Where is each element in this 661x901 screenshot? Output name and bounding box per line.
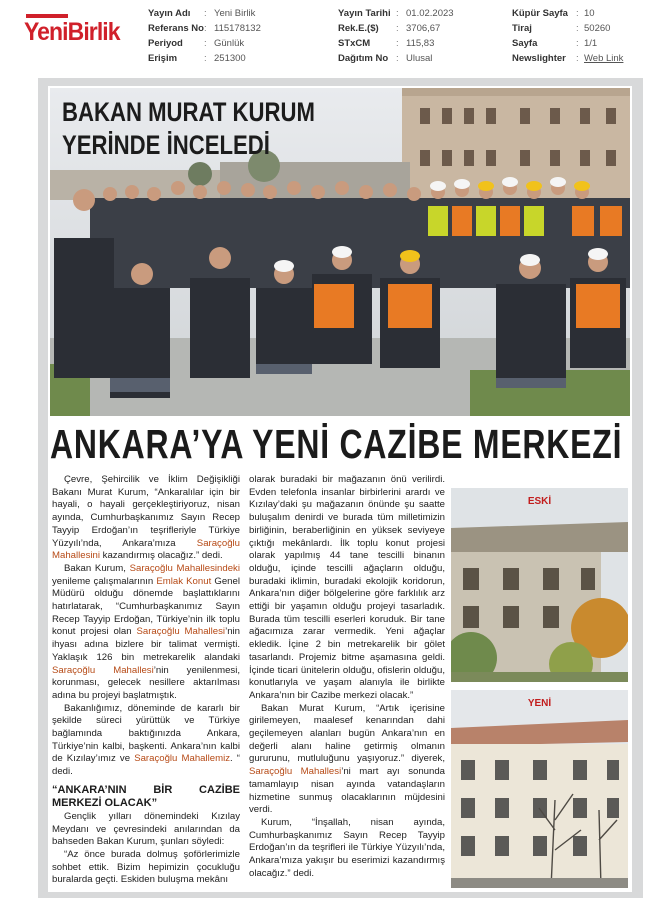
meta-value: 10 — [584, 8, 595, 19]
meta-fields-right — [512, 6, 623, 66]
image-label-old: ESKİ — [527, 496, 552, 507]
meta-colon: : — [204, 53, 207, 64]
highlight-text: Saraçoğlu Mahallesindeki — [129, 562, 240, 574]
meta-value: Ulusal — [406, 53, 433, 64]
meta-label: Referans No — [148, 23, 204, 34]
meta-value: Günlük — [214, 38, 245, 49]
meta-row — [148, 51, 261, 66]
clipping-header — [0, 0, 661, 72]
meta-label: Dağıtım No — [338, 53, 389, 64]
article-column-2 — [249, 474, 445, 881]
meta-colon: : — [204, 8, 207, 19]
meta-row — [338, 51, 454, 66]
photo-title-line: BAKAN MURAT KURUM — [62, 97, 315, 127]
meta-row — [512, 6, 623, 21]
meta-label: Erişim — [148, 53, 178, 64]
article-column-1 — [52, 474, 240, 887]
text-run: yenileme çalışmalarının — [52, 575, 157, 587]
meta-row — [338, 36, 454, 51]
paragraph — [52, 563, 240, 703]
meta-label: Küpür Sayfa — [512, 8, 568, 19]
paragraph: olarak buradaki bir mağazanın önü verilirdi. Evden telefonla insanlar birbirlerini arardı ve Kızılay’daki şu mağazanın önünde şu saatte buluşalım denirdi ve burada tüm milletimizin birliğinin, beraberliğinin en yüksek seviyeye çıktığı mekânlardı. İlk toplu konut projesi olarak yapılmış 44 tane tescilli binanın olduğu, içinde tescilli ağaçların olduğu, buradaki iklimin, buradaki ekolojik koridorun, Ankara’nın diğer bölgelerine göre farklılık arz ettiği bir yaşamın olduğu projeyi tasarladık. Burada tüm tescilli eserleri koruduk. Bir tane ağacımıza zarar vermedik. Yeni ağaçlar ekledik. İçine 2 bin metrekarelik bir gölet tasarlandı. Projemiz bitme aşamasına geldi. İçinde ticari ünitelerin olduğu, ofislerin olduğu, konutlarıyla ve yaşam alanıyla ile birlikte Ankara’nın bir Cazibe merkezi olacak.” — [249, 474, 445, 701]
highlight-text: Saraçoğlu Mahallesi — [136, 626, 226, 638]
meta-label: STxCM — [338, 38, 371, 49]
meta-colon: : — [204, 38, 207, 49]
article-subheading: “ANKARA’NIN BİR CAZİBE MERKEZİ OLACAK” — [52, 783, 240, 810]
meta-colon: : — [396, 8, 399, 19]
newspaper-logo — [24, 14, 128, 52]
group-photo — [50, 88, 630, 416]
text-run: Genel Müdürü olduğu dönemde başlattıklarını hatırlatarak, “Cumhurbaşkanımız Sayın Recep Tayyip Erdoğan, Türkiye’nin ilk toplu konut projesi olan — [52, 575, 240, 638]
meta-label: Rek.E.($) — [338, 23, 379, 34]
highlight-text: Saraçoğlu Mahallesini — [52, 537, 240, 562]
highlight-text: Saraçoğlu Mahallesi — [249, 766, 342, 778]
meta-fields-left — [148, 6, 261, 66]
meta-row — [148, 21, 261, 36]
meta-colon: : — [576, 38, 579, 49]
meta-value: 251300 — [214, 53, 246, 64]
meta-value: 115178132 — [214, 23, 261, 34]
new-building-photo — [451, 690, 628, 888]
image-label-new: YENİ — [527, 698, 552, 709]
meta-label: Yayın Adı — [148, 8, 191, 19]
new-building-illustration — [451, 690, 628, 888]
headline-text: ANKARA’YA YENİ CAZİBE MERKEZİ — [50, 421, 623, 467]
meta-value: 01.02.2023 — [406, 8, 454, 19]
article-headline — [50, 420, 630, 468]
meta-value: 3706,67 — [406, 23, 441, 34]
meta-row — [512, 36, 623, 51]
meta-colon: : — [396, 38, 399, 49]
text-run: Bakanlığımız, döneminde de kararlı bir şekilde süreci yürüttük ve Türkiye bağlamında baktığınızda Ankara, Türkiye’nin kalbi, başkenti. Ankara’nın kalbi de Kızılay’ımız ve — [52, 702, 240, 765]
highlight-text: Emlak Konut — [156, 575, 212, 587]
meta-value: 115,83 — [406, 38, 435, 49]
meta-label: Periyod — [148, 38, 183, 49]
paragraph: “Az önce burada dolmuş şoförlerimizle sohbet ettik. Bizim hepimizin çocukluğu buralarda geçti. Eskiden buluşma mekânı — [52, 848, 240, 886]
meta-value: 50260 — [584, 23, 611, 34]
old-building-illustration — [451, 488, 628, 682]
paragraph: Kurum, “İnşallah, nisan ayında, Cumhurbaşkanımız Sayın Recep Tayyip Erdoğan’ın da teşrifleri ile Türkiye Yüzyılı’nda, Ankara’mıza yakışır bu eserimizi kazandırmış olacağız.” dedi. — [249, 816, 445, 879]
text-run: Bakan Kurum, — [64, 562, 130, 574]
highlight-text: Saraçoğlu Mahallesi — [52, 664, 154, 676]
meta-label: Yayın Tarihi — [338, 8, 391, 19]
text-run: Bakan Murat Kurum, “Artık içerisine girilemeyen, maalesef kenarından dahi geçilemeyen alanları bugün Ankara’nın en değerli alanı haline getirmiş olmanın gururunu, mutluluğunu yaşıyoruz.” diyerek, — [249, 702, 445, 765]
meta-value: Yeni Birlik — [214, 8, 256, 19]
logo-text: YeniBirlik — [24, 18, 120, 46]
text-run: ’nin ihyası adına bizlere bir talimat vermişti. Yaklaşık 126 bin metrekarelik alandaki — [52, 626, 240, 663]
photo-title-line: YERİNDE İNCELEDİ — [62, 130, 270, 160]
meta-label: Sayfa — [512, 38, 538, 49]
paragraph: Gençlik yılları dönemindeki Kızılay Meydanı ve çevresindeki anılarından da bahseden Bakan Kurum, şunları söyledi: — [52, 810, 240, 848]
meta-row — [338, 21, 454, 36]
meta-colon: : — [576, 53, 579, 64]
meta-colon: : — [396, 53, 399, 64]
paragraph — [249, 703, 445, 817]
old-building-photo — [451, 488, 628, 682]
meta-fields-mid — [338, 6, 454, 66]
text-run: ’ni mart ayı sonunda tamamlayıp nisan ayında vatandaşların hizmetine sunmuş olacaklarının müjdesini verdi. — [249, 766, 446, 816]
text-run: . “ dedi. — [52, 753, 241, 778]
meta-value: 1/1 — [584, 38, 598, 49]
meta-label: Tiraj — [512, 23, 532, 34]
meta-row — [148, 6, 261, 21]
meta-label: Newslighter — [512, 53, 566, 64]
meta-colon: : — [576, 23, 579, 34]
meta-row — [148, 36, 261, 51]
photo-title — [62, 96, 315, 162]
meta-row — [512, 51, 623, 66]
text-run: kazandırmış olacağız.” dedi. — [100, 550, 223, 562]
meta-colon: : — [396, 23, 399, 34]
text-run: Çevre, Şehircilik ve İklim Değişikliği Bakanı Murat Kurum, “Ankaralılar için bir hayali, o hayali gerçekleştiriyoruz, nisan ayında, Cumhurbaşkanımız Sayın Recep Tayyip Erdoğan’ın teşrifleriyle Türkiye Yüzyılı’nda, Ankara’mıza — [52, 474, 240, 549]
web-link[interactable]: Web Link — [584, 53, 624, 64]
paragraph — [52, 703, 240, 779]
meta-row — [512, 21, 623, 36]
paragraph — [52, 474, 240, 563]
meta-row — [338, 6, 454, 21]
meta-colon: : — [204, 23, 207, 34]
highlight-text: Saraçoğlu Mahallemiz — [134, 753, 231, 765]
text-run: ’nin yenilenmesi, korunması, gelecek nesillere aktarılması adına bu projeyi başlatmıştık. — [52, 664, 240, 701]
meta-colon: : — [576, 8, 579, 19]
